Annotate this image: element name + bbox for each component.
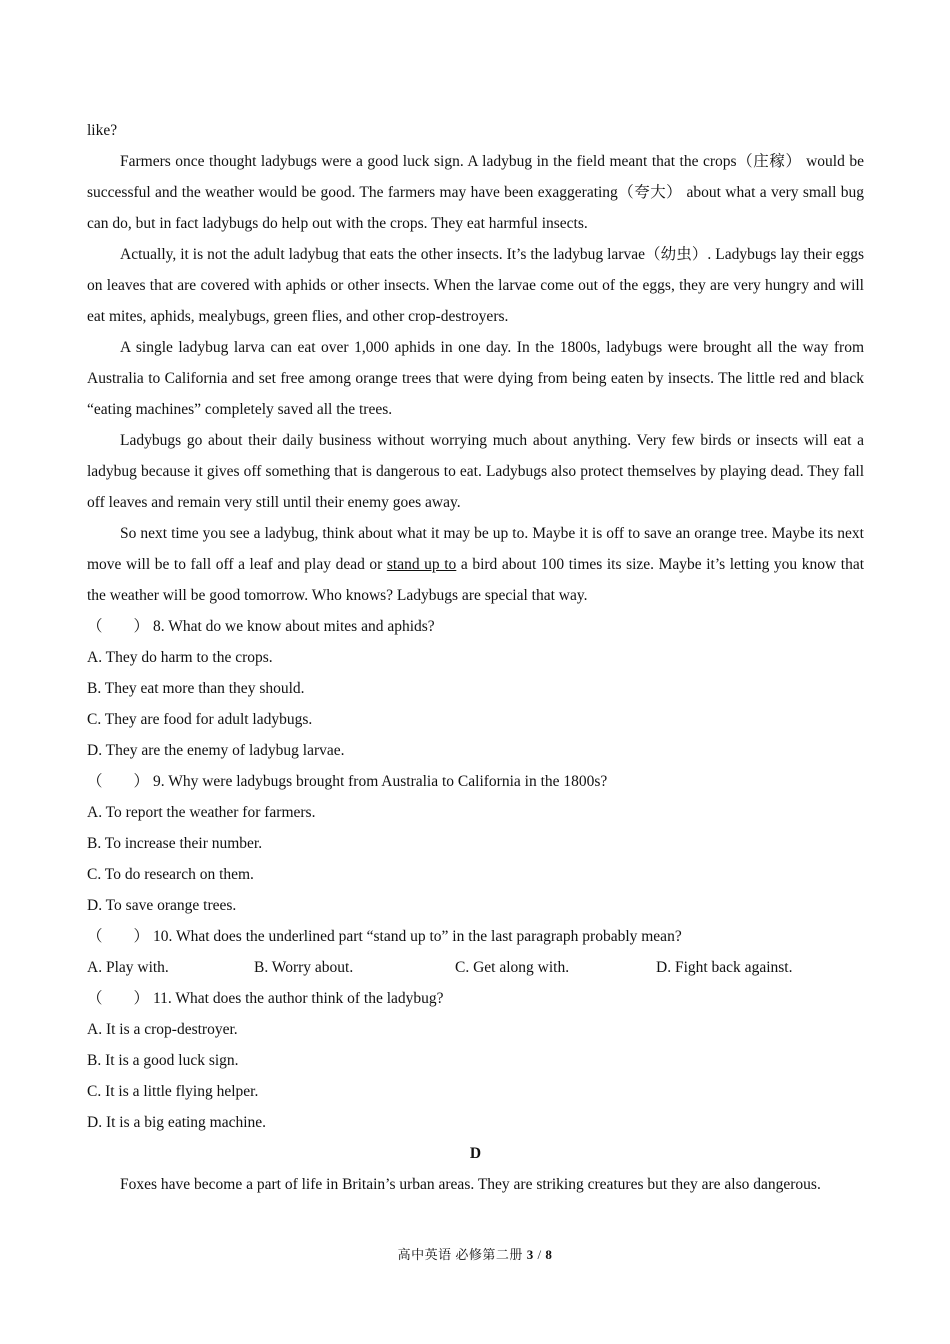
option-c: C. It is a little flying helper.	[87, 1083, 259, 1100]
option-b: B. They eat more than they should.	[87, 680, 305, 697]
option-c: C. They are food for adult ladybugs.	[87, 711, 313, 728]
document-body	[87, 115, 864, 1200]
paragraph-5-text-a: So next time you see a ladybug, think about what it may be up to. Maybe it is off to save an orange tree. Maybe its next move will be to fall off a leaf and play dead or	[87, 525, 864, 573]
underlined-phrase: stand up to	[386, 556, 457, 573]
section-d-paragraph: Foxes have become a part of life in Britain’s urban areas. They are striking creatures but they are also dangerous.	[120, 1176, 821, 1193]
option-d: D. It is a big eating machine.	[87, 1114, 267, 1131]
options-row	[87, 952, 864, 983]
question-stem: 9. Why were ladybugs brought from Australia to California in the 1800s?	[153, 773, 608, 790]
page-total: 8	[545, 1247, 553, 1262]
answer-blank[interactable]: （ ）	[87, 618, 150, 635]
answer-blank[interactable]: （ ）	[87, 990, 150, 1007]
option-d: D. Fight back against.	[656, 959, 793, 976]
paragraph-1: Farmers once thought ladybugs were a good luck sign. A ladybug in the field meant that the crops（庄稼） would be successful and the weather would be good. The farmers may have been exaggerating（夸大） about what a very small bug can do, but in fact ladybugs do help out with the crops. They eat harmful insects.	[87, 153, 864, 232]
paragraph-4: Ladybugs go about their daily business without worrying much about anything. Very few birds or insects will eat a ladybug because it gives off something that is dangerous to eat. Ladybugs also protect themselves by playing dead. They fall off leaves and remain very still until their enemy goes away.	[87, 432, 864, 511]
paragraph-2: Actually, it is not the adult ladybug that eats the other insects. It’s the ladybug larvae（幼虫）. Ladybugs lay their eggs on leaves that are covered with aphids or other insects. When the larvae come out of the eggs, they are very hungry and will eat mites, aphids, mealybugs, green flies, and other crop-destroyers.	[87, 246, 864, 325]
option-d: D. To save orange trees.	[87, 897, 237, 914]
question-11	[87, 983, 864, 1014]
passage-continuation: like?	[87, 122, 118, 139]
page-number: 3	[526, 1247, 534, 1262]
question-10	[87, 921, 864, 952]
question-stem: 8. What do we know about mites and aphids?	[153, 618, 435, 635]
answer-blank[interactable]: （ ）	[87, 773, 150, 790]
option-b: B. To increase their number.	[87, 835, 263, 852]
question-8	[87, 611, 864, 642]
option-a: A. Play with.	[87, 959, 169, 976]
question-stem: 11. What does the author think of the ladybug?	[153, 990, 444, 1007]
page-footer	[0, 1244, 950, 1263]
option-d: D. They are the enemy of ladybug larvae.	[87, 742, 345, 759]
option-c: C. Get along with.	[455, 959, 570, 976]
option-a: A. It is a crop-destroyer.	[87, 1021, 238, 1038]
paragraph-3: A single ladybug larva can eat over 1,000 aphids in one day. In the 1800s, ladybugs were brought all the way from Australia to California and set free among orange trees that were dying from being eaten by insects. The little red and black “eating machines” completely saved all the trees.	[87, 339, 864, 418]
footer-title: 高中英语 必修第二册	[397, 1247, 527, 1262]
option-b: B. It is a good luck sign.	[87, 1052, 239, 1069]
paragraph-5-text-b: a bird about 100 times its size. Maybe it’s letting you know that the weather will be good tomorrow. Who knows? Ladybugs are special that way.	[87, 556, 865, 604]
answer-blank[interactable]: （ ）	[87, 928, 150, 945]
option-b: B. Worry about.	[254, 959, 354, 976]
section-d-heading: D	[469, 1145, 482, 1162]
question-stem: 10. What does the underlined part “stand up to” in the last paragraph probably mean?	[153, 928, 682, 945]
option-a: A. They do harm to the crops.	[87, 649, 273, 666]
question-9	[87, 766, 864, 797]
paragraph-5	[87, 518, 864, 611]
page-separator: /	[533, 1247, 546, 1262]
option-c: C. To do research on them.	[87, 866, 254, 883]
option-a: A. To report the weather for farmers.	[87, 804, 316, 821]
